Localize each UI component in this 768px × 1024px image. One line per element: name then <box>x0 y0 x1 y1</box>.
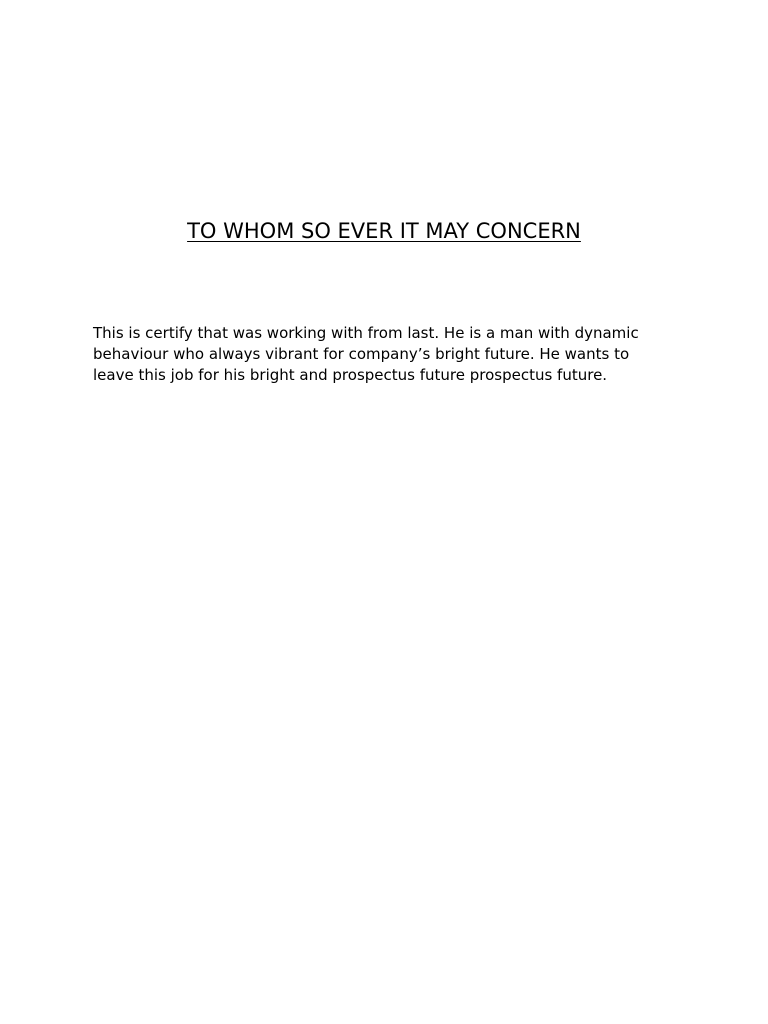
document-title: TO WHOM SO EVER IT MAY CONCERN <box>187 219 581 243</box>
body-line: behaviour who always vibrant for company’s bright future. He wants to <box>93 345 630 363</box>
body-line: This is certify that was working with from last. He is a man with dynamic <box>93 324 639 342</box>
body-paragraph <box>93 323 683 386</box>
body-line: leave this job for his bright and prospectus future prospectus future. <box>93 366 608 384</box>
